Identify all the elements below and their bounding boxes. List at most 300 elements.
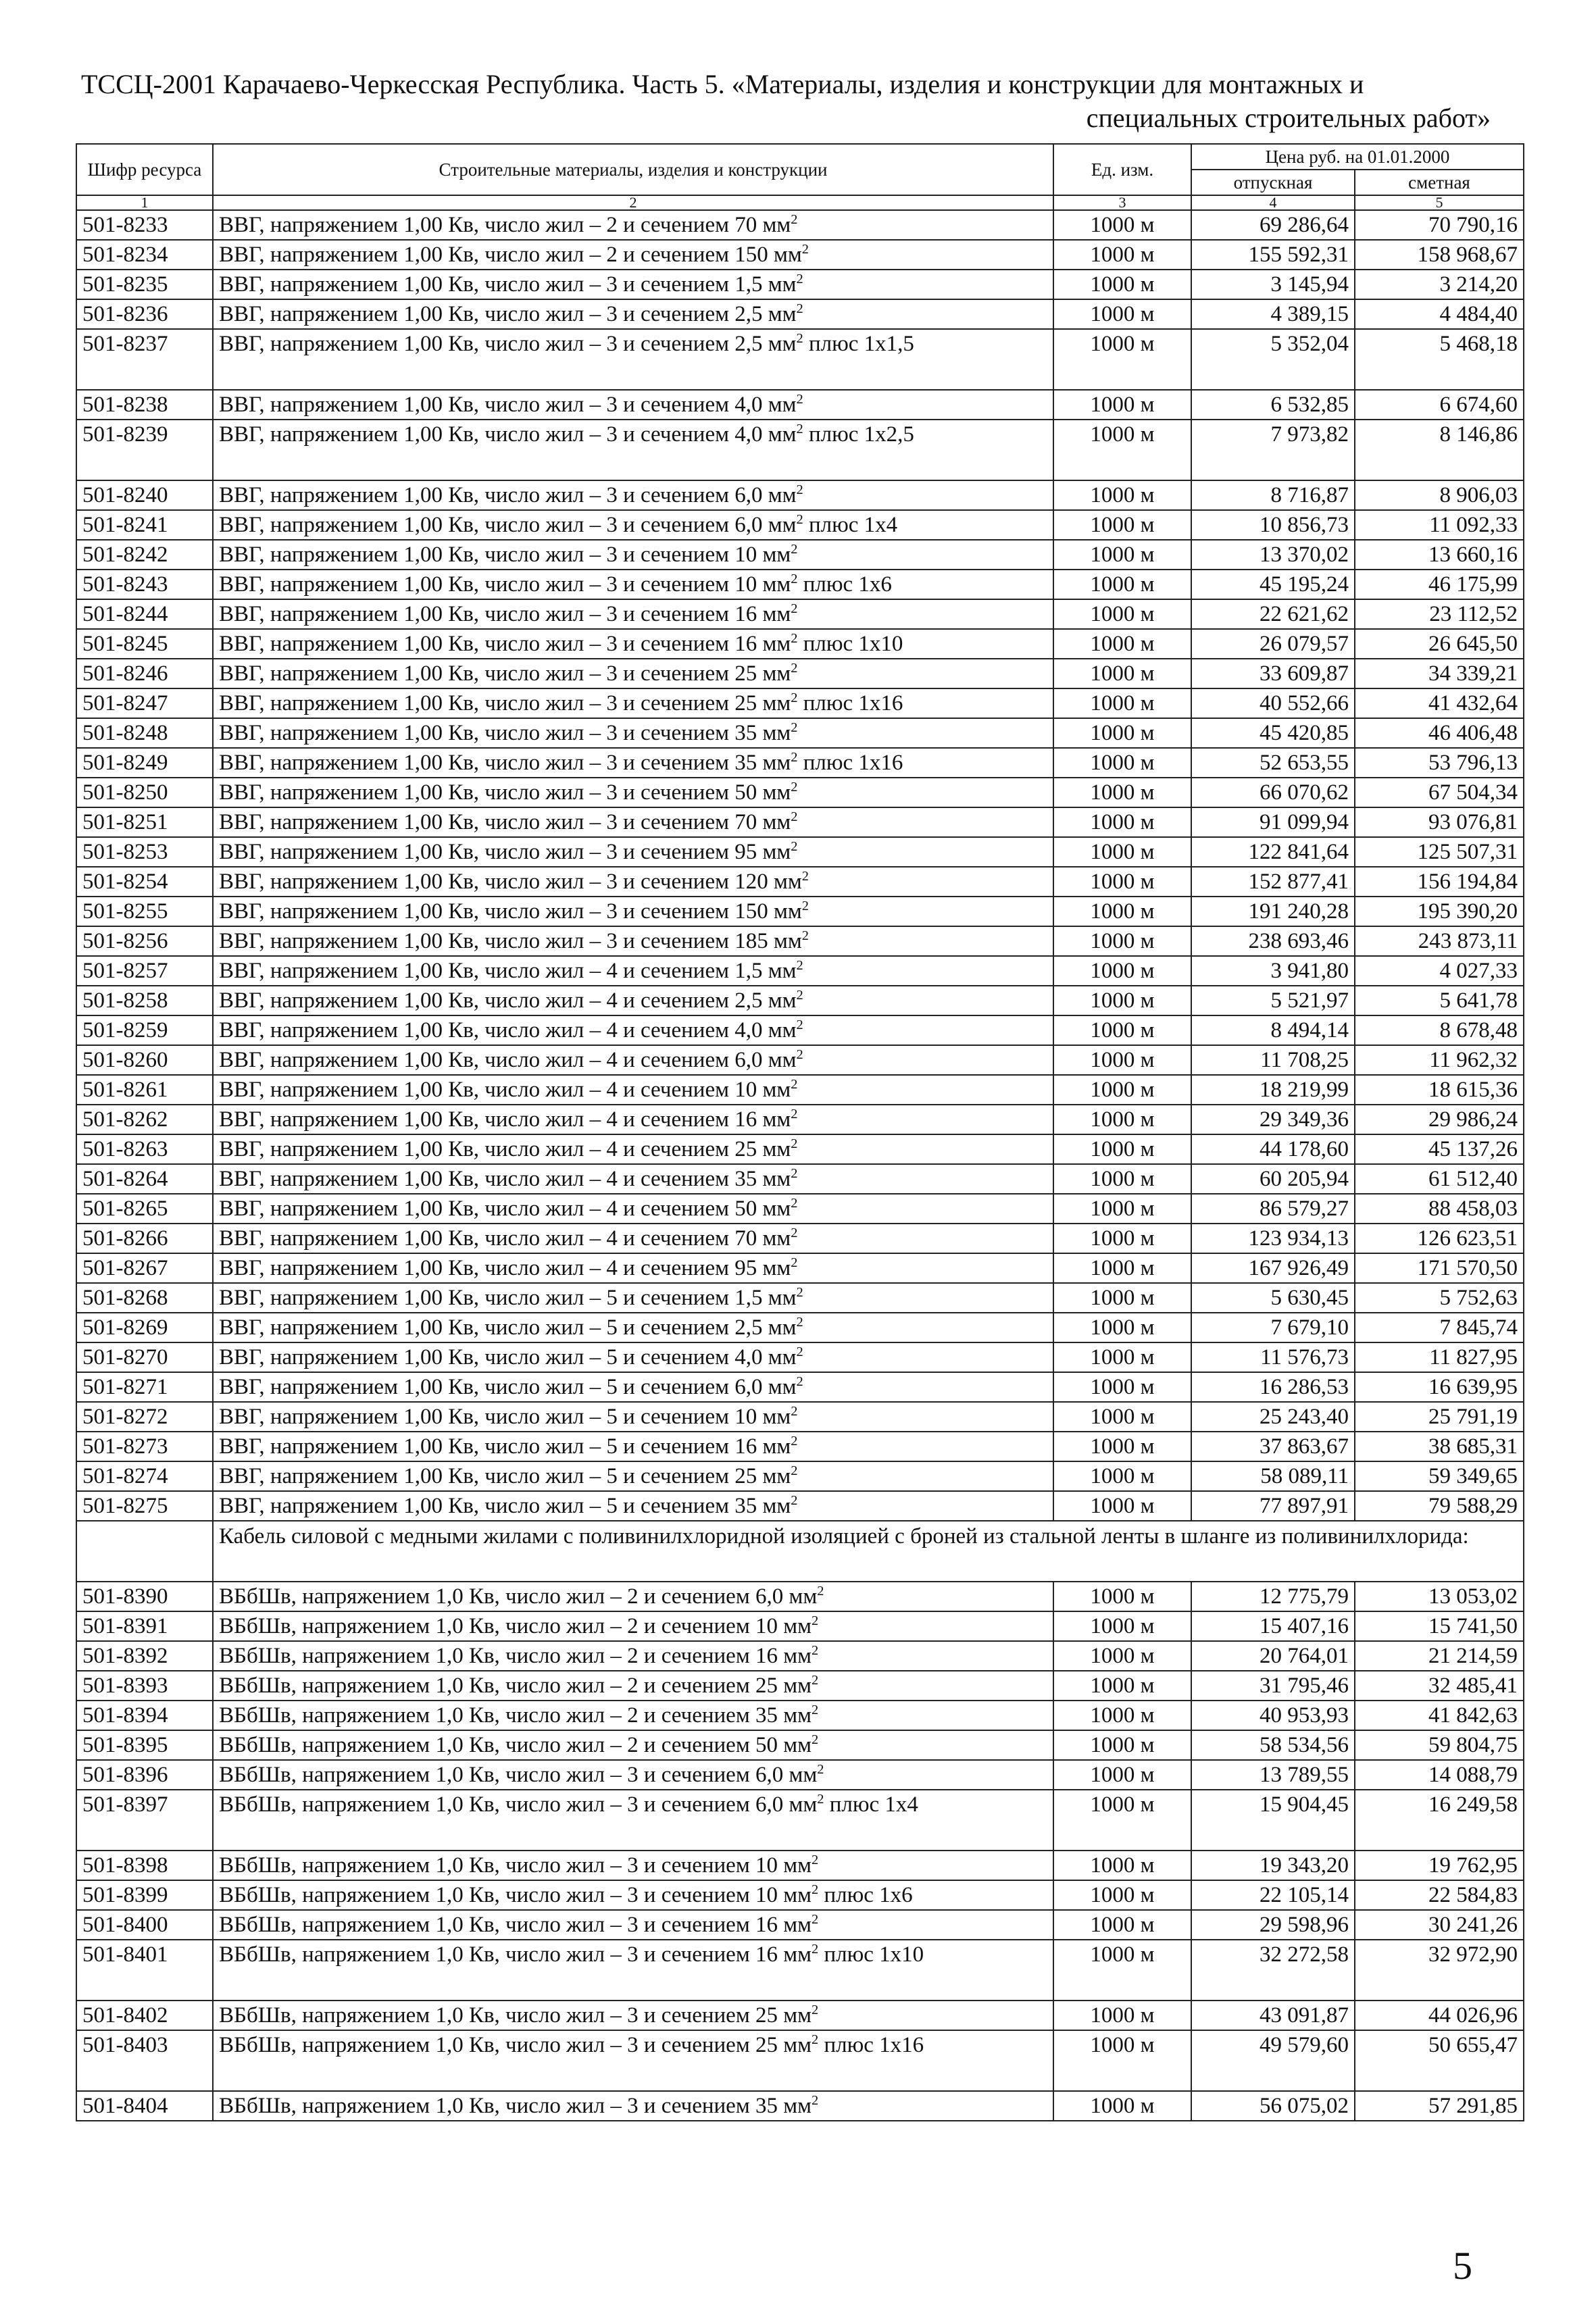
resource-code: 501-8398 <box>76 1851 213 1880</box>
release-price: 52 653,55 <box>1191 748 1355 778</box>
material-description <box>213 837 1053 867</box>
resource-code: 501-8273 <box>76 1432 213 1461</box>
estimate-price: 26 645,50 <box>1355 629 1524 659</box>
resource-code: 501-8403 <box>76 2030 213 2091</box>
resource-code: 501-8270 <box>76 1342 213 1372</box>
superscript: 2 <box>791 1463 798 1478</box>
table-row <box>76 1910 1524 1940</box>
table-row <box>76 2091 1524 2121</box>
estimate-price: 32 972,90 <box>1355 1940 1524 2001</box>
table-row <box>76 1880 1524 1910</box>
superscript: 2 <box>791 1255 798 1270</box>
release-price: 45 195,24 <box>1191 570 1355 599</box>
superscript: 2 <box>791 212 798 227</box>
resource-code: 501-8269 <box>76 1313 213 1342</box>
description-tail: плюс 1х6 <box>818 1883 913 1907</box>
description-text: ВБбШв, напряжением 1,0 Кв, число жил – 3 и сечением 25 мм <box>219 2033 812 2057</box>
estimate-price: 18 615,36 <box>1355 1075 1524 1105</box>
superscript: 2 <box>811 1703 819 1717</box>
unit: 1000 м <box>1053 1402 1191 1432</box>
resource-code: 501-8262 <box>76 1105 213 1134</box>
unit: 1000 м <box>1053 1491 1191 1521</box>
description-text: ВВГ, напряжением 1,00 Кв, число жил – 3 и сечением 70 мм <box>219 810 791 834</box>
unit: 1000 м <box>1053 718 1191 748</box>
superscript: 2 <box>791 750 798 765</box>
estimate-price: 4 484,40 <box>1355 299 1524 329</box>
table-row <box>76 329 1524 390</box>
material-description <box>213 1582 1053 1611</box>
unit: 1000 м <box>1053 540 1191 570</box>
description-tail: плюс 1х16 <box>797 691 903 715</box>
release-price: 58 534,56 <box>1191 1730 1355 1760</box>
release-price: 122 841,64 <box>1191 837 1355 867</box>
description-text: ВВГ, напряжением 1,00 Кв, число жил – 4 и сечением 50 мм <box>219 1197 791 1221</box>
unit: 1000 м <box>1053 1611 1191 1641</box>
estimate-price: 25 791,19 <box>1355 1402 1524 1432</box>
table-row <box>76 599 1524 629</box>
description-tail: плюс 1х10 <box>797 632 903 656</box>
unit: 1000 м <box>1053 629 1191 659</box>
material-description <box>213 570 1053 599</box>
description-text: ВВГ, напряжением 1,00 Кв, число жил – 3 и сечением 1,5 мм <box>219 272 797 297</box>
estimate-price: 44 026,96 <box>1355 2001 1524 2030</box>
resource-code: 501-8392 <box>76 1641 213 1671</box>
material-description <box>213 1851 1053 1880</box>
estimate-price: 57 291,85 <box>1355 2091 1524 2121</box>
material-description <box>213 1940 1053 2001</box>
release-price: 5 521,97 <box>1191 986 1355 1015</box>
description-tail: плюс 1х6 <box>797 572 892 597</box>
material-description <box>213 956 1053 986</box>
table-row <box>76 1432 1524 1461</box>
release-price: 49 579,60 <box>1191 2030 1355 2091</box>
estimate-price: 14 088,79 <box>1355 1760 1524 1790</box>
table-row <box>76 1851 1524 1880</box>
release-price: 58 089,11 <box>1191 1461 1355 1491</box>
col-header-desc: Строительные материалы, изделия и конструкции <box>213 144 1053 195</box>
resource-code: 501-8250 <box>76 778 213 807</box>
superscript: 2 <box>801 899 809 913</box>
estimate-price: 34 339,21 <box>1355 659 1524 688</box>
estimate-price: 70 790,16 <box>1355 210 1524 240</box>
resource-code: 501-8233 <box>76 210 213 240</box>
superscript: 2 <box>796 1285 803 1300</box>
unit: 1000 м <box>1053 390 1191 420</box>
unit: 1000 м <box>1053 329 1191 390</box>
table-row <box>76 480 1524 510</box>
table-row <box>76 1461 1524 1491</box>
material-description <box>213 240 1053 270</box>
description-text: ВВГ, напряжением 1,00 Кв, число жил – 4 и сечением 2,5 мм <box>219 988 797 1013</box>
description-text: ВВГ, напряжением 1,00 Кв, число жил – 3 и сечением 16 мм <box>219 632 791 656</box>
table-row <box>76 1164 1524 1194</box>
table-row <box>76 1342 1524 1372</box>
unit: 1000 м <box>1053 1313 1191 1342</box>
release-price: 45 420,85 <box>1191 718 1355 748</box>
superscript: 2 <box>791 690 798 705</box>
estimate-price: 171 570,50 <box>1355 1253 1524 1283</box>
resource-code: 501-8243 <box>76 570 213 599</box>
resource-code: 501-8267 <box>76 1253 213 1283</box>
description-text: ВБбШв, напряжением 1,0 Кв, число жил – 3 и сечением 16 мм <box>219 1942 812 1967</box>
resource-code: 501-8260 <box>76 1045 213 1075</box>
table-row <box>76 540 1524 570</box>
superscript: 2 <box>811 1732 819 1747</box>
superscript: 2 <box>791 1434 798 1449</box>
unit: 1000 м <box>1053 599 1191 629</box>
unit: 1000 м <box>1053 299 1191 329</box>
superscript: 2 <box>817 1584 824 1599</box>
resource-code: 501-8246 <box>76 659 213 688</box>
unit: 1000 м <box>1053 748 1191 778</box>
description-text: ВВГ, напряжением 1,00 Кв, число жил – 4 и сечением 16 мм <box>219 1107 791 1132</box>
unit: 1000 м <box>1053 867 1191 897</box>
description-text: ВВГ, напряжением 1,00 Кв, число жил – 4 и сечением 1,5 мм <box>219 959 797 983</box>
estimate-price: 46 175,99 <box>1355 570 1524 599</box>
superscript: 2 <box>801 928 809 943</box>
table-row <box>76 1730 1524 1760</box>
estimate-price: 29 986,24 <box>1355 1105 1524 1134</box>
estimate-price: 16 249,58 <box>1355 1790 1524 1851</box>
material-description <box>213 659 1053 688</box>
description-text: ВВГ, напряжением 1,00 Кв, число жил – 5 и сечением 10 мм <box>219 1405 791 1429</box>
table-row <box>76 778 1524 807</box>
release-price: 167 926,49 <box>1191 1253 1355 1283</box>
material-description <box>213 299 1053 329</box>
resource-code: 501-8242 <box>76 540 213 570</box>
resource-code: 501-8235 <box>76 270 213 299</box>
material-description <box>213 1910 1053 1940</box>
release-price: 33 609,87 <box>1191 659 1355 688</box>
table-row <box>76 956 1524 986</box>
release-price: 19 343,20 <box>1191 1851 1355 1880</box>
table-row <box>76 659 1524 688</box>
estimate-price: 5 752,63 <box>1355 1283 1524 1313</box>
unit: 1000 м <box>1053 1910 1191 1940</box>
superscript: 2 <box>796 1017 803 1032</box>
resource-code: 501-8245 <box>76 629 213 659</box>
unit: 1000 м <box>1053 1283 1191 1313</box>
release-price: 40 953,93 <box>1191 1701 1355 1730</box>
table-row <box>76 1075 1524 1105</box>
material-description <box>213 210 1053 240</box>
unit: 1000 м <box>1053 1880 1191 1910</box>
release-price: 40 552,66 <box>1191 688 1355 718</box>
resource-code: 501-8266 <box>76 1224 213 1253</box>
release-price: 15 904,45 <box>1191 1790 1355 1851</box>
release-price: 16 286,53 <box>1191 1372 1355 1402</box>
unit: 1000 м <box>1053 1701 1191 1730</box>
resource-code: 501-8265 <box>76 1194 213 1224</box>
unit: 1000 м <box>1053 1432 1191 1461</box>
release-price: 25 243,40 <box>1191 1402 1355 1432</box>
table-row <box>76 867 1524 897</box>
superscript: 2 <box>811 1882 819 1897</box>
estimate-price: 41 842,63 <box>1355 1701 1524 1730</box>
description-text: ВБбШв, напряжением 1,0 Кв, число жил – 2 и сечением 50 мм <box>219 1733 812 1757</box>
release-price: 18 219,99 <box>1191 1075 1355 1105</box>
unit: 1000 м <box>1053 2030 1191 2091</box>
estimate-price: 41 432,64 <box>1355 688 1524 718</box>
estimate-price: 3 214,20 <box>1355 270 1524 299</box>
resource-code: 501-8274 <box>76 1461 213 1491</box>
unit: 1000 м <box>1053 1760 1191 1790</box>
header-line-1: ТССЦ-2001 Карачаево-Черкесская Республика. Часть 5. «Материалы, изделия и конструкции для монтажных и <box>81 69 1364 99</box>
resource-code: 501-8237 <box>76 329 213 390</box>
description-text: ВБбШв, напряжением 1,0 Кв, число жил – 3 и сечением 35 мм <box>219 2094 812 2118</box>
superscript: 2 <box>801 242 809 257</box>
resource-code: 501-8271 <box>76 1372 213 1402</box>
estimate-price: 13 053,02 <box>1355 1582 1524 1611</box>
material-description <box>213 420 1053 480</box>
release-price: 13 370,02 <box>1191 540 1355 570</box>
resource-code: 501-8396 <box>76 1760 213 1790</box>
release-price: 22 105,14 <box>1191 1880 1355 1910</box>
table-row <box>76 1701 1524 1730</box>
unit: 1000 м <box>1053 1730 1191 1760</box>
estimate-price: 23 112,52 <box>1355 599 1524 629</box>
unit: 1000 м <box>1053 1015 1191 1045</box>
unit: 1000 м <box>1053 1164 1191 1194</box>
superscript: 2 <box>791 1196 798 1211</box>
resource-code: 501-8251 <box>76 807 213 837</box>
material-description <box>213 1880 1053 1910</box>
table-row <box>76 986 1524 1015</box>
material-description <box>213 1283 1053 1313</box>
superscript: 2 <box>796 301 803 316</box>
estimate-price: 11 962,32 <box>1355 1045 1524 1075</box>
estimate-price: 5 468,18 <box>1355 329 1524 390</box>
estimate-price: 93 076,81 <box>1355 807 1524 837</box>
description-text: ВВГ, напряжением 1,00 Кв, число жил – 3 и сечением 150 мм <box>219 899 802 924</box>
release-price: 66 070,62 <box>1191 778 1355 807</box>
material-description <box>213 1253 1053 1283</box>
resource-code: 501-8400 <box>76 1910 213 1940</box>
resource-code: 501-8261 <box>76 1075 213 1105</box>
resource-code: 501-8275 <box>76 1491 213 1521</box>
table-row <box>76 1313 1524 1342</box>
estimate-price: 61 512,40 <box>1355 1164 1524 1194</box>
header-line-2: специальных строительных работ» <box>1086 103 1491 133</box>
release-price: 32 272,58 <box>1191 1940 1355 2001</box>
estimate-price: 59 349,65 <box>1355 1461 1524 1491</box>
estimate-price: 8 146,86 <box>1355 420 1524 480</box>
col-header-code: Шифр ресурса <box>76 144 213 195</box>
resource-code: 501-8395 <box>76 1730 213 1760</box>
resource-code: 501-8256 <box>76 926 213 956</box>
superscript: 2 <box>811 1942 819 1957</box>
material-description <box>213 1372 1053 1402</box>
table-row <box>76 240 1524 270</box>
release-price: 10 856,73 <box>1191 510 1355 540</box>
table-row <box>76 926 1524 956</box>
release-price: 7 973,82 <box>1191 420 1355 480</box>
material-description <box>213 270 1053 299</box>
description-text: ВБбШв, напряжением 1,0 Кв, число жил – 3 и сечением 10 мм <box>219 1853 812 1878</box>
table-row <box>76 1641 1524 1671</box>
superscript: 2 <box>796 1047 803 1062</box>
table-row <box>76 1582 1524 1611</box>
unit: 1000 м <box>1053 1194 1191 1224</box>
estimate-price: 8 678,48 <box>1355 1015 1524 1045</box>
resource-code: 501-8239 <box>76 420 213 480</box>
material-description <box>213 1730 1053 1760</box>
superscript: 2 <box>791 601 798 616</box>
superscript: 2 <box>796 1344 803 1359</box>
superscript: 2 <box>791 1077 798 1092</box>
material-description <box>213 1402 1053 1432</box>
unit: 1000 м <box>1053 1224 1191 1253</box>
resource-code: 501-8249 <box>76 748 213 778</box>
table-row <box>76 1611 1524 1641</box>
table-row <box>76 1134 1524 1164</box>
table-row <box>76 1283 1524 1313</box>
description-text: ВВГ, напряжением 1,00 Кв, число жил – 4 и сечением 35 мм <box>219 1167 791 1191</box>
material-description <box>213 1641 1053 1671</box>
release-price: 5 352,04 <box>1191 329 1355 390</box>
description-text: ВВГ, напряжением 1,00 Кв, число жил – 4 и сечением 10 мм <box>219 1078 791 1102</box>
superscript: 2 <box>796 1315 803 1330</box>
description-tail: плюс 1х4 <box>824 1792 918 1817</box>
table-row <box>76 1671 1524 1701</box>
description-text: ВВГ, напряжением 1,00 Кв, число жил – 3 и сечением 120 мм <box>219 870 802 894</box>
release-price: 8 716,87 <box>1191 480 1355 510</box>
estimate-price: 11 092,33 <box>1355 510 1524 540</box>
superscript: 2 <box>791 1404 798 1419</box>
resource-code: 501-8254 <box>76 867 213 897</box>
material-description <box>213 748 1053 778</box>
table-row <box>76 2001 1524 2030</box>
estimate-price: 243 873,11 <box>1355 926 1524 956</box>
description-text: ВБбШв, напряжением 1,0 Кв, число жил – 3 и сечением 6,0 мм <box>219 1763 818 1787</box>
material-description <box>213 1461 1053 1491</box>
material-description <box>213 1432 1053 1461</box>
superscript: 2 <box>811 2003 819 2017</box>
description-text: ВВГ, напряжением 1,00 Кв, число жил – 3 и сечением 35 мм <box>219 751 791 775</box>
superscript: 2 <box>791 1226 798 1240</box>
estimate-price: 22 584,83 <box>1355 1880 1524 1910</box>
estimate-price: 67 504,34 <box>1355 778 1524 807</box>
superscript: 2 <box>791 809 798 824</box>
release-price: 91 099,94 <box>1191 807 1355 837</box>
description-text: ВВГ, напряжением 1,00 Кв, число жил – 3 и сечением 10 мм <box>219 543 791 567</box>
unit: 1000 м <box>1053 2001 1191 2030</box>
release-price: 11 576,73 <box>1191 1342 1355 1372</box>
superscript: 2 <box>791 839 798 854</box>
description-text: ВБбШв, напряжением 1,0 Кв, число жил – 2 и сечением 16 мм <box>219 1644 812 1668</box>
material-description <box>213 2001 1053 2030</box>
table-row <box>76 1194 1524 1224</box>
description-text: ВВГ, напряжением 1,00 Кв, число жил – 5 и сечением 1,5 мм <box>219 1286 797 1310</box>
unit: 1000 м <box>1053 570 1191 599</box>
superscript: 2 <box>796 331 803 346</box>
col-header-estimate-price: сметная <box>1355 170 1524 195</box>
section-title: Кабель силовой с медными жилами с поливинилхлоридной изоляцией с броней из стальной ленты в шланге из поливинилхлорида: <box>213 1521 1524 1582</box>
unit: 1000 м <box>1053 1372 1191 1402</box>
estimate-price: 45 137,26 <box>1355 1134 1524 1164</box>
col-header-unit: Ед. изм. <box>1053 144 1191 195</box>
unit: 1000 м <box>1053 510 1191 540</box>
estimate-price: 88 458,03 <box>1355 1194 1524 1224</box>
estimate-price: 8 906,03 <box>1355 480 1524 510</box>
description-tail: плюс 1х16 <box>818 2033 924 2057</box>
release-price: 7 679,10 <box>1191 1313 1355 1342</box>
release-price: 155 592,31 <box>1191 240 1355 270</box>
estimate-price: 158 968,67 <box>1355 240 1524 270</box>
resource-code: 501-8236 <box>76 299 213 329</box>
material-description <box>213 1342 1053 1372</box>
estimate-price: 13 660,16 <box>1355 540 1524 570</box>
table-row <box>76 1015 1524 1045</box>
description-text: ВБбШв, напряжением 1,0 Кв, число жил – 2 и сечением 25 мм <box>219 1674 812 1698</box>
estimate-price: 125 507,31 <box>1355 837 1524 867</box>
release-price: 11 708,25 <box>1191 1045 1355 1075</box>
description-text: ВВГ, напряжением 1,00 Кв, число жил – 3 и сечением 25 мм <box>219 661 791 686</box>
material-description <box>213 1671 1053 1701</box>
material-description <box>213 480 1053 510</box>
unit: 1000 м <box>1053 270 1191 299</box>
page-number: 5 <box>1453 2244 1472 2288</box>
superscript: 2 <box>791 661 798 676</box>
estimate-price: 156 194,84 <box>1355 867 1524 897</box>
table-row <box>76 299 1524 329</box>
release-price: 123 934,13 <box>1191 1224 1355 1253</box>
material-description <box>213 1760 1053 1790</box>
material-description <box>213 1611 1053 1641</box>
description-text: ВВГ, напряжением 1,00 Кв, число жил – 3 и сечением 10 мм <box>219 572 791 597</box>
release-price: 15 407,16 <box>1191 1611 1355 1641</box>
material-description <box>213 1491 1053 1521</box>
unit: 1000 м <box>1053 1582 1191 1611</box>
estimate-price: 32 485,41 <box>1355 1671 1524 1701</box>
estimate-price: 11 827,95 <box>1355 1342 1524 1372</box>
description-text: ВВГ, напряжением 1,00 Кв, число жил – 4 и сечением 70 мм <box>219 1226 791 1251</box>
release-price: 191 240,28 <box>1191 897 1355 926</box>
table-row <box>76 1790 1524 1851</box>
col-number-3: 3 <box>1053 195 1191 210</box>
material-description <box>213 688 1053 718</box>
superscript: 2 <box>791 1136 798 1151</box>
description-text: ВБбШв, напряжением 1,0 Кв, число жил – 3 и сечением 16 мм <box>219 1913 812 1937</box>
release-price: 29 598,96 <box>1191 1910 1355 1940</box>
estimate-price: 195 390,20 <box>1355 897 1524 926</box>
table-row <box>76 748 1524 778</box>
table-row <box>76 629 1524 659</box>
superscript: 2 <box>791 1107 798 1122</box>
superscript: 2 <box>791 1166 798 1181</box>
description-text: ВВГ, напряжением 1,00 Кв, число жил – 3 и сечением 95 мм <box>219 840 791 864</box>
col-header-release-price: отпускная <box>1191 170 1355 195</box>
material-description <box>213 599 1053 629</box>
description-text: ВВГ, напряжением 1,00 Кв, число жил – 5 и сечением 16 мм <box>219 1434 791 1459</box>
estimate-price: 46 406,48 <box>1355 718 1524 748</box>
release-price: 43 091,87 <box>1191 2001 1355 2030</box>
release-price: 152 877,41 <box>1191 867 1355 897</box>
table-body-vvg <box>76 210 1524 1521</box>
material-description <box>213 1224 1053 1253</box>
description-text: ВВГ, напряжением 1,00 Кв, число жил – 5 и сечением 2,5 мм <box>219 1315 797 1340</box>
resource-code: 501-8247 <box>76 688 213 718</box>
unit: 1000 м <box>1053 1045 1191 1075</box>
description-text: ВБбШв, напряжением 1,0 Кв, число жил – 3 и сечением 6,0 мм <box>219 1792 818 1817</box>
unit: 1000 м <box>1053 926 1191 956</box>
description-text: ВВГ, напряжением 1,00 Кв, число жил – 5 и сечением 35 мм <box>219 1494 791 1518</box>
table-row <box>76 688 1524 718</box>
resource-code: 501-8259 <box>76 1015 213 1045</box>
release-price: 4 389,15 <box>1191 299 1355 329</box>
description-text: ВВГ, напряжением 1,00 Кв, число жил – 5 и сечением 6,0 мм <box>219 1375 797 1399</box>
resource-code: 501-8268 <box>76 1283 213 1313</box>
